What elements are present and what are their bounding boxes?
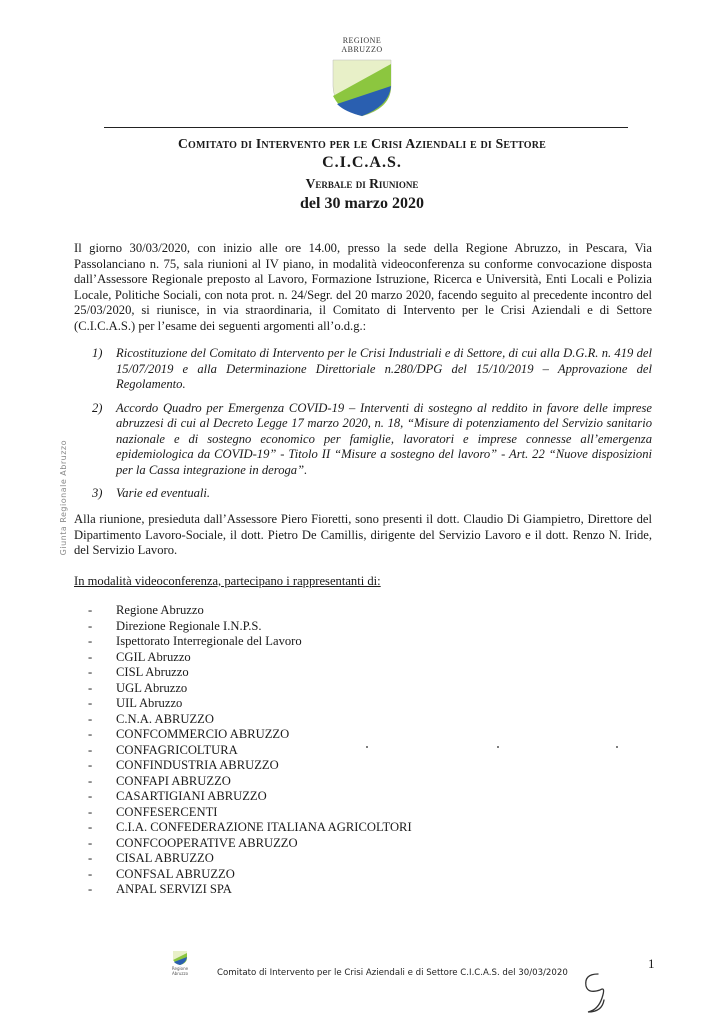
logo-line-1: REGIONE — [342, 36, 382, 45]
list-marker: - — [88, 680, 93, 695]
scan-speck — [497, 746, 499, 748]
list-marker: - — [88, 649, 93, 664]
participant-item — [88, 727, 412, 743]
participant-item — [88, 712, 412, 728]
agenda-item-number: 2) — [92, 400, 103, 415]
list-marker: - — [88, 727, 93, 741]
minutes-subtitle: Verbale di Riunione — [305, 176, 419, 191]
list-marker: - — [88, 634, 93, 648]
participant-name: CONFSAL ABRUZZO — [116, 866, 235, 881]
participant-item — [88, 665, 412, 681]
footer-coat-of-arms-icon — [172, 950, 188, 966]
signature-initials — [576, 968, 616, 1016]
scan-speck — [366, 746, 368, 748]
attendees-paragraph: Alla riunione, presieduta dall’Assessore Piero Fioretti, sono presenti il dott. Claudio Di Giampietro, Direttore del Dipartimento Lavoro-Sociale, il dott. Pietro De Camillis, dirigente del Servizio Lavoro e il dott. Renzo N. Iride, del Servizio Lavoro. — [74, 512, 652, 557]
participant-name: Ispettorato Interregionale del Lavoro — [116, 634, 302, 648]
participant-item — [88, 743, 412, 759]
list-marker: - — [88, 882, 93, 896]
participant-item — [88, 650, 412, 666]
participant-item — [88, 805, 412, 821]
list-marker: - — [88, 820, 93, 834]
list-marker: - — [88, 866, 93, 881]
participant-name: Regione Abruzzo — [116, 603, 204, 617]
footer-logo — [165, 950, 195, 976]
list-marker: - — [88, 789, 93, 803]
participant-item — [88, 851, 412, 867]
header-rule — [104, 127, 628, 128]
participant-name: CONFAPI ABRUZZO — [116, 773, 231, 788]
participant-item — [88, 758, 412, 774]
regione-abruzzo-logo — [322, 36, 402, 118]
agenda-item-number: 1) — [92, 346, 103, 360]
list-marker: - — [88, 711, 93, 726]
videoconference-heading: In modalità videoconferenza, partecipano i rappresentanti di: — [74, 574, 381, 588]
participant-name: CONFINDUSTRIA ABRUZZO — [116, 758, 279, 772]
participant-name: CONFCOOPERATIVE ABRUZZO — [116, 835, 298, 850]
participant-item — [88, 696, 412, 712]
list-marker: - — [88, 851, 93, 865]
list-marker: - — [88, 665, 93, 679]
participant-name: CGIL Abruzzo — [116, 649, 191, 664]
participant-name: C.N.A. ABRUZZO — [116, 711, 214, 726]
list-marker: - — [88, 696, 93, 710]
list-marker: - — [88, 758, 93, 772]
participant-item — [88, 789, 412, 805]
participant-item — [88, 634, 412, 650]
side-stamp: Giunta Regionale Abruzzo — [59, 440, 68, 556]
logo-line-2: ABRUZZO — [341, 45, 383, 54]
participant-name: CONFESERCENTI — [116, 804, 218, 819]
participant-item — [88, 603, 412, 619]
agenda-item-number: 3) — [92, 486, 103, 500]
participant-name: CONFAGRICOLTURA — [116, 742, 238, 757]
participant-name: UGL Abruzzo — [116, 680, 188, 695]
agenda-item-text: Varie ed eventuali. — [116, 486, 211, 500]
coat-of-arms-icon — [327, 56, 397, 118]
list-marker: - — [88, 603, 93, 617]
participant-name: ANPAL SERVIZI SPA — [116, 882, 232, 896]
participant-name: CISL Abruzzo — [116, 665, 189, 679]
participant-name: CASARTIGIANI ABRUZZO — [116, 789, 267, 803]
meeting-date: del 30 marzo 2020 — [300, 195, 424, 212]
footer-text: Comitato di Intervento per le Crisi Aziendali e di Settore C.I.C.A.S. del 30/03/2020 — [217, 968, 568, 978]
agenda-item — [74, 346, 652, 393]
participant-item — [88, 836, 412, 852]
committee-acronym: C.I.C.A.S. — [322, 154, 402, 171]
participant-item — [88, 774, 412, 790]
list-marker: - — [88, 742, 93, 757]
agenda-item — [74, 486, 652, 502]
participant-item — [88, 619, 412, 635]
footer-logo-caption: Regione Abruzzo — [171, 966, 189, 976]
scan-speck — [616, 746, 618, 748]
agenda-item-text: Ricostituzione del Comitato di Intervento per le Crisi Industriali e di Settore, di cui alla D.G.R. n. 419 del 15/07/2019 e alla Determinazione Direttoriale n.280/DPG del 15/10/2019 – Approvazione del Regolamento. — [116, 346, 652, 391]
participant-item — [88, 882, 412, 898]
participant-name: CONFCOMMERCIO ABRUZZO — [116, 727, 290, 741]
agenda-item — [74, 401, 652, 479]
list-marker: - — [88, 618, 93, 633]
list-marker: - — [88, 804, 93, 819]
page-number: 1 — [648, 956, 655, 971]
participant-name: Direzione Regionale I.N.P.S. — [116, 618, 262, 633]
participant-item — [88, 820, 412, 836]
list-marker: - — [88, 835, 93, 850]
intro-paragraph: Il giorno 30/03/2020, con inizio alle ore 14.00, presso la sede della Regione Abruzzo, in Pescara, Via Passolanciano n. 75, sala riunioni al IV piano, in modalità videoconferenza su conforme convocazione disposta dall’Assessore Regionale preposto al Lavoro, Formazione Istruzione, Ricerca e Università, Enti Locali e Polizia Locale, Politiche Sociali, con nota prot. n. 24/Segr. del 20 marzo 2020, facendo seguito al precedente incontro del 25/03/2020, si riunisce, in via straordinaria, il Comitato di Intervento per le Crisi Aziendali e di Settore (C.I.C.A.S.) per l’esame dei seguenti argomenti all’o.d.g.: — [74, 241, 652, 333]
committee-title: Comitato di Intervento per le Crisi Aziendali e di Settore — [177, 136, 547, 151]
participant-name: UIL Abruzzo — [116, 696, 183, 710]
agenda-item-text: Accordo Quadro per Emergenza COVID-19 – Interventi di sostegno al reddito in favore delle imprese abruzzesi di cui al Decreto Legge 17 marzo 2020, n. 18, “Misure di potenziamento del Servizio sanitario nazionale e di sostegno economico per famiglie, lavoratori e imprese connesse all’emergenza epidemiologica da COVID-19” - Titolo II “Misure a sostegno del lavoro” - Art. 22 “Nuove disposizioni per la Cassa integrazione in deroga”. — [116, 400, 652, 477]
participant-item — [88, 681, 412, 697]
participant-name: C.I.A. CONFEDERAZIONE ITALIANA AGRICOLTORI — [116, 820, 412, 834]
participant-name: CISAL ABRUZZO — [116, 851, 214, 865]
participant-item — [88, 867, 412, 883]
agenda-list — [74, 346, 652, 510]
list-marker: - — [88, 773, 93, 788]
participants-list — [88, 603, 412, 898]
title-block — [0, 134, 724, 215]
